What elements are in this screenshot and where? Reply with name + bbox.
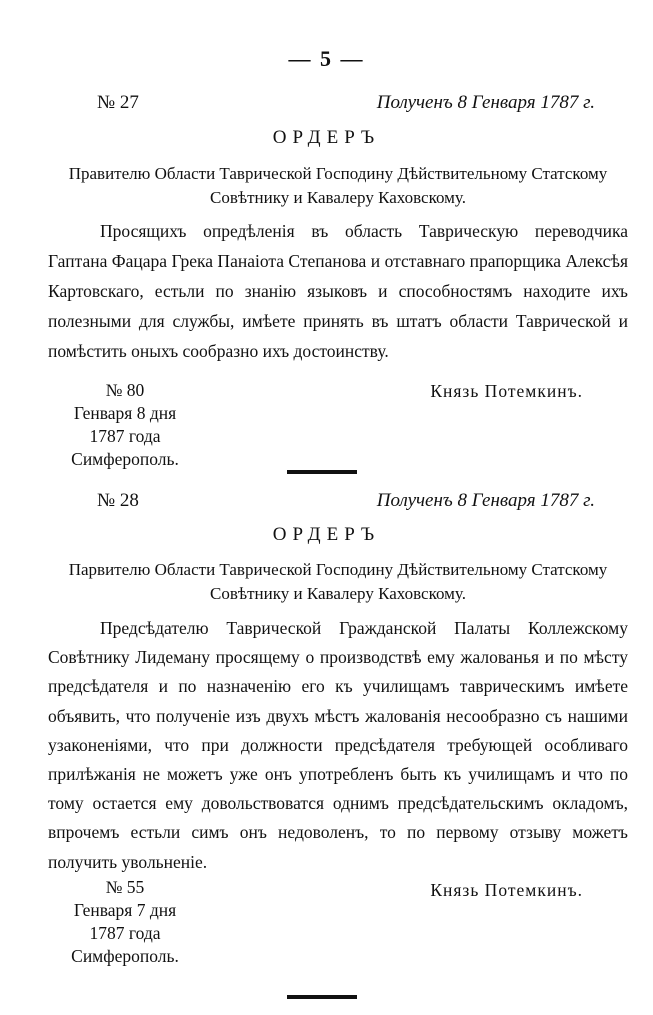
order-body: Просящихъ опредѣленія въ область Таврическую переводчика Гаптана Фацара Грека Панаіота Степанова и отставнаго прапорщика Алексѣя Картовскаго, естьли по знанію языковъ и способностямъ находите ихъ полезными для службы, имѣете принять въ штатъ области Таврической и помѣстить оныхъ сообразно ихъ достоинству. xyxy=(48,221,628,361)
received-date: Полученъ 8 Генваря 1787 г. xyxy=(376,490,595,511)
registration-date: Генваря 7 дня xyxy=(73,900,177,920)
order-number: № 27 xyxy=(97,92,139,113)
order-registration xyxy=(55,379,195,471)
order-header xyxy=(0,490,653,514)
received-date: Полученъ 8 Генваря 1787 г. xyxy=(376,92,595,113)
registration-year: 1787 года xyxy=(89,426,161,446)
registration-place: Симферополь. xyxy=(71,449,179,469)
order-title: ОРДЕРЪ xyxy=(272,127,381,148)
order-signer: Князь Потемкинъ. xyxy=(430,381,583,401)
section-divider xyxy=(287,995,357,999)
registration-date: Генваря 8 дня xyxy=(73,403,177,423)
order-addressee: Правителю Области Таврической Господину Дѣйствительному Статскому Совѣтнику и Кавалеру Каховскому. xyxy=(68,164,608,207)
page-number: — 5 — xyxy=(288,46,365,71)
order-registration xyxy=(55,876,195,968)
order-body: Предсѣдателю Таврической Гражданской Палаты Коллежскому Совѣтнику Лидеману просящему о производствѣ ему жалованья и по мѣсту предсѣдателя и по назначенію его къ училищамъ таврическимъ имѣете объявить, что полученіе изъ двухъ мѣстъ жалованія несообразно съ нашими узаконеніями, что при должности предсѣдателя требующей особливаго прилѣжанія не можетъ уже онъ употребленъ быть къ училищамъ и что по тому остается ему довольствоватся однимъ предсѣдательскимъ окладомъ, впрочемъ естьли симъ онъ недоволенъ, то по первому отзыву можетъ получить увольненіе. xyxy=(48,618,628,872)
registration-place: Симферополь. xyxy=(71,946,179,966)
registration-number: № 55 xyxy=(105,877,145,897)
section-divider xyxy=(287,470,357,474)
order-addressee: Парвителю Области Таврической Господину Дѣйствительному Статскому Совѣтнику и Кавалеру Каховскому. xyxy=(68,560,608,603)
registration-year: 1787 года xyxy=(89,923,161,943)
order-signer: Князь Потемкинъ. xyxy=(430,880,583,900)
registration-number: № 80 xyxy=(105,380,145,400)
order-header xyxy=(0,92,653,116)
order-number: № 28 xyxy=(97,490,139,511)
order-title: ОРДЕРЪ xyxy=(272,524,381,545)
